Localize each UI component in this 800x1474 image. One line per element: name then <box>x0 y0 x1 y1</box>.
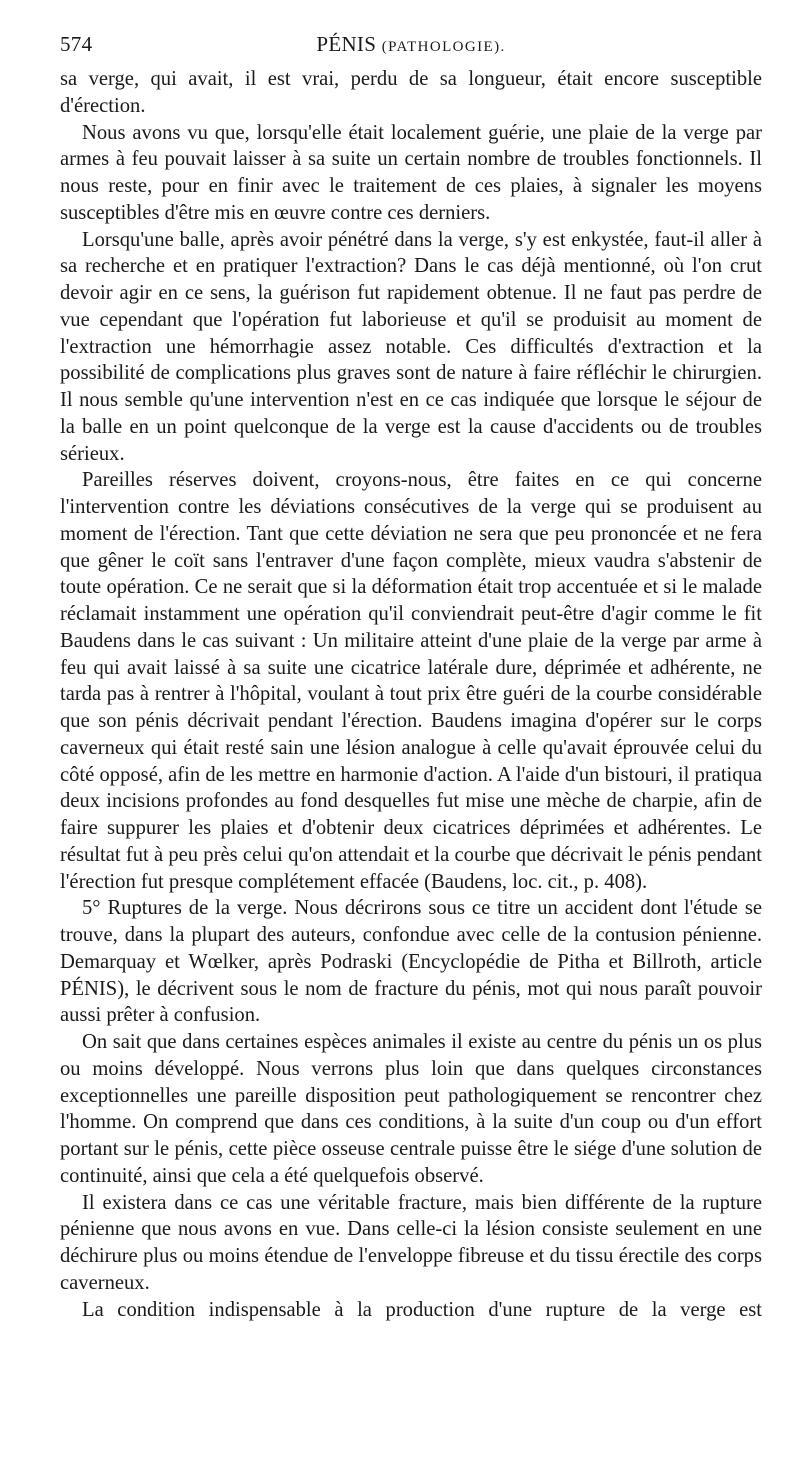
paragraph: 5° Ruptures de la verge. Nous décrirons sous ce titre un accident dont l'étude se trouve, dans la plupart des auteurs, confondue avec celle de la contusion pénienne. Demarquay et Wœlker, après Podraski (Encyclopédie de Pitha et Billroth, article PÉNIS), le décrivent sous le nom de fracture du pénis, mot qui nous paraît pouvoir aussi prêter à confusion. <box>60 897 762 1027</box>
header-title-main: PÉNIS <box>316 32 377 56</box>
paragraph: Il existera dans ce cas une véritable fracture, mais bien différente de la rupture pénienne que nous avons en vue. Dans celle-ci la lésion consiste seulement en une déchirure plus ou moins étendue de l'enveloppe fibreuse et du tissu érectile des corps caverneux. <box>60 1191 762 1294</box>
paragraph: On sait que dans certaines espèces animales il existe au centre du pénis un os plus ou moins développé. Nous verrons plus loin que dans quelques circonstances exceptionnelles une pareille disposition peut pathologiquement se rencontrer chez l'homme. On comprend que dans ces conditions, à la suite d'un coup ou d'un effort portant sur le pénis, cette pièce osseuse centrale puisse être le siége d'une solution de continuité, ainsi que cela a été quelquefois observé. <box>60 1031 762 1187</box>
running-head <box>60 30 762 66</box>
paragraph: Pareilles réserves doivent, croyons-nous, être faites en ce qui concerne l'intervention contre les déviations consécutives de la verge qui se produisent au moment de l'érection. Tant que cette déviation ne sera que peu prononcée et ne fera que gêner le coït sans l'entraver d'une façon complète, mieux vaudra s'abstenir de toute opération. Ce ne serait que si la déformation était trop accentuée et si le malade réclamait instamment une opération qu'il conviendrait peut-être d'agir comme le fit Baudens dans le cas suivant : Un militaire atteint d'une plaie de la verge par arme à feu qui avait laissé à sa suite une cicatrice latérale dure, déprimée et adhérente, ne tarda pas à rentrer à l'hôpital, voulant à tout prix être guéri de la courbe considérable que son pénis décrivait pendant l'érection. Baudens imagina d'opérer sur le corps caverneux qui était resté sain une lésion analogue à celle qu'avait éprouvée celui du côté opposé, afin de les mettre en harmonie d'action. A l'aide d'un bistouri, il pratiqua deux incisions profondes au fond desquelles fut mise une mèche de charpie, afin de faire suppurer les plaies et d'obtenir deux cicatrices déprimées et adhérentes. Le résultat fut à peu près celui qu'on attendait et la courbe que décrivait le pénis pendant l'érection fut presque complétement effacée (Baudens, loc. cit., p. 408). <box>60 469 762 893</box>
header-title <box>60 32 762 57</box>
paragraph: sa verge, qui avait, il est vrai, perdu de sa longueur, était encore susceptible d'érection. <box>60 68 762 117</box>
page-number: 574 <box>60 32 93 56</box>
paragraph: La condition indispensable à la production d'une rupture de la verge est <box>82 1298 762 1321</box>
paragraph: Lorsqu'une balle, après avoir pénétré dans la verge, s'y est enkystée, faut-il aller à sa recherche et en pratiquer l'extraction? Dans le cas déjà mentionné, où l'on crut devoir agir en ce sens, la guérison fut rapidement obtenue. Il ne faut pas perdre de vue cependant que l'opération fut laborieuse et qu'il se produisit au moment de l'extraction une hémorrhagie assez notable. Ces difficultés d'extraction et la possibilité de complications plus graves sont de nature à faire réfléchir le chirurgien. Il nous semble qu'une intervention n'est en ce cas indiquée que lorsque le séjour de la balle en un point quelconque de la verge est la cause d'accidents ou de troubles sérieux. <box>60 228 762 465</box>
body-text <box>60 66 762 1323</box>
header-title-sub: (PATHOLOGIE). <box>381 39 506 55</box>
paragraph: Nous avons vu que, lorsqu'elle était localement guérie, une plaie de la verge par armes à feu pouvait laisser à sa suite un certain nombre de troubles fonctionnels. Il nous reste, pour en finir avec le traitement de ces plaies, à signaler les moyens susceptibles d'être mis en œuvre contre ces derniers. <box>60 121 762 224</box>
